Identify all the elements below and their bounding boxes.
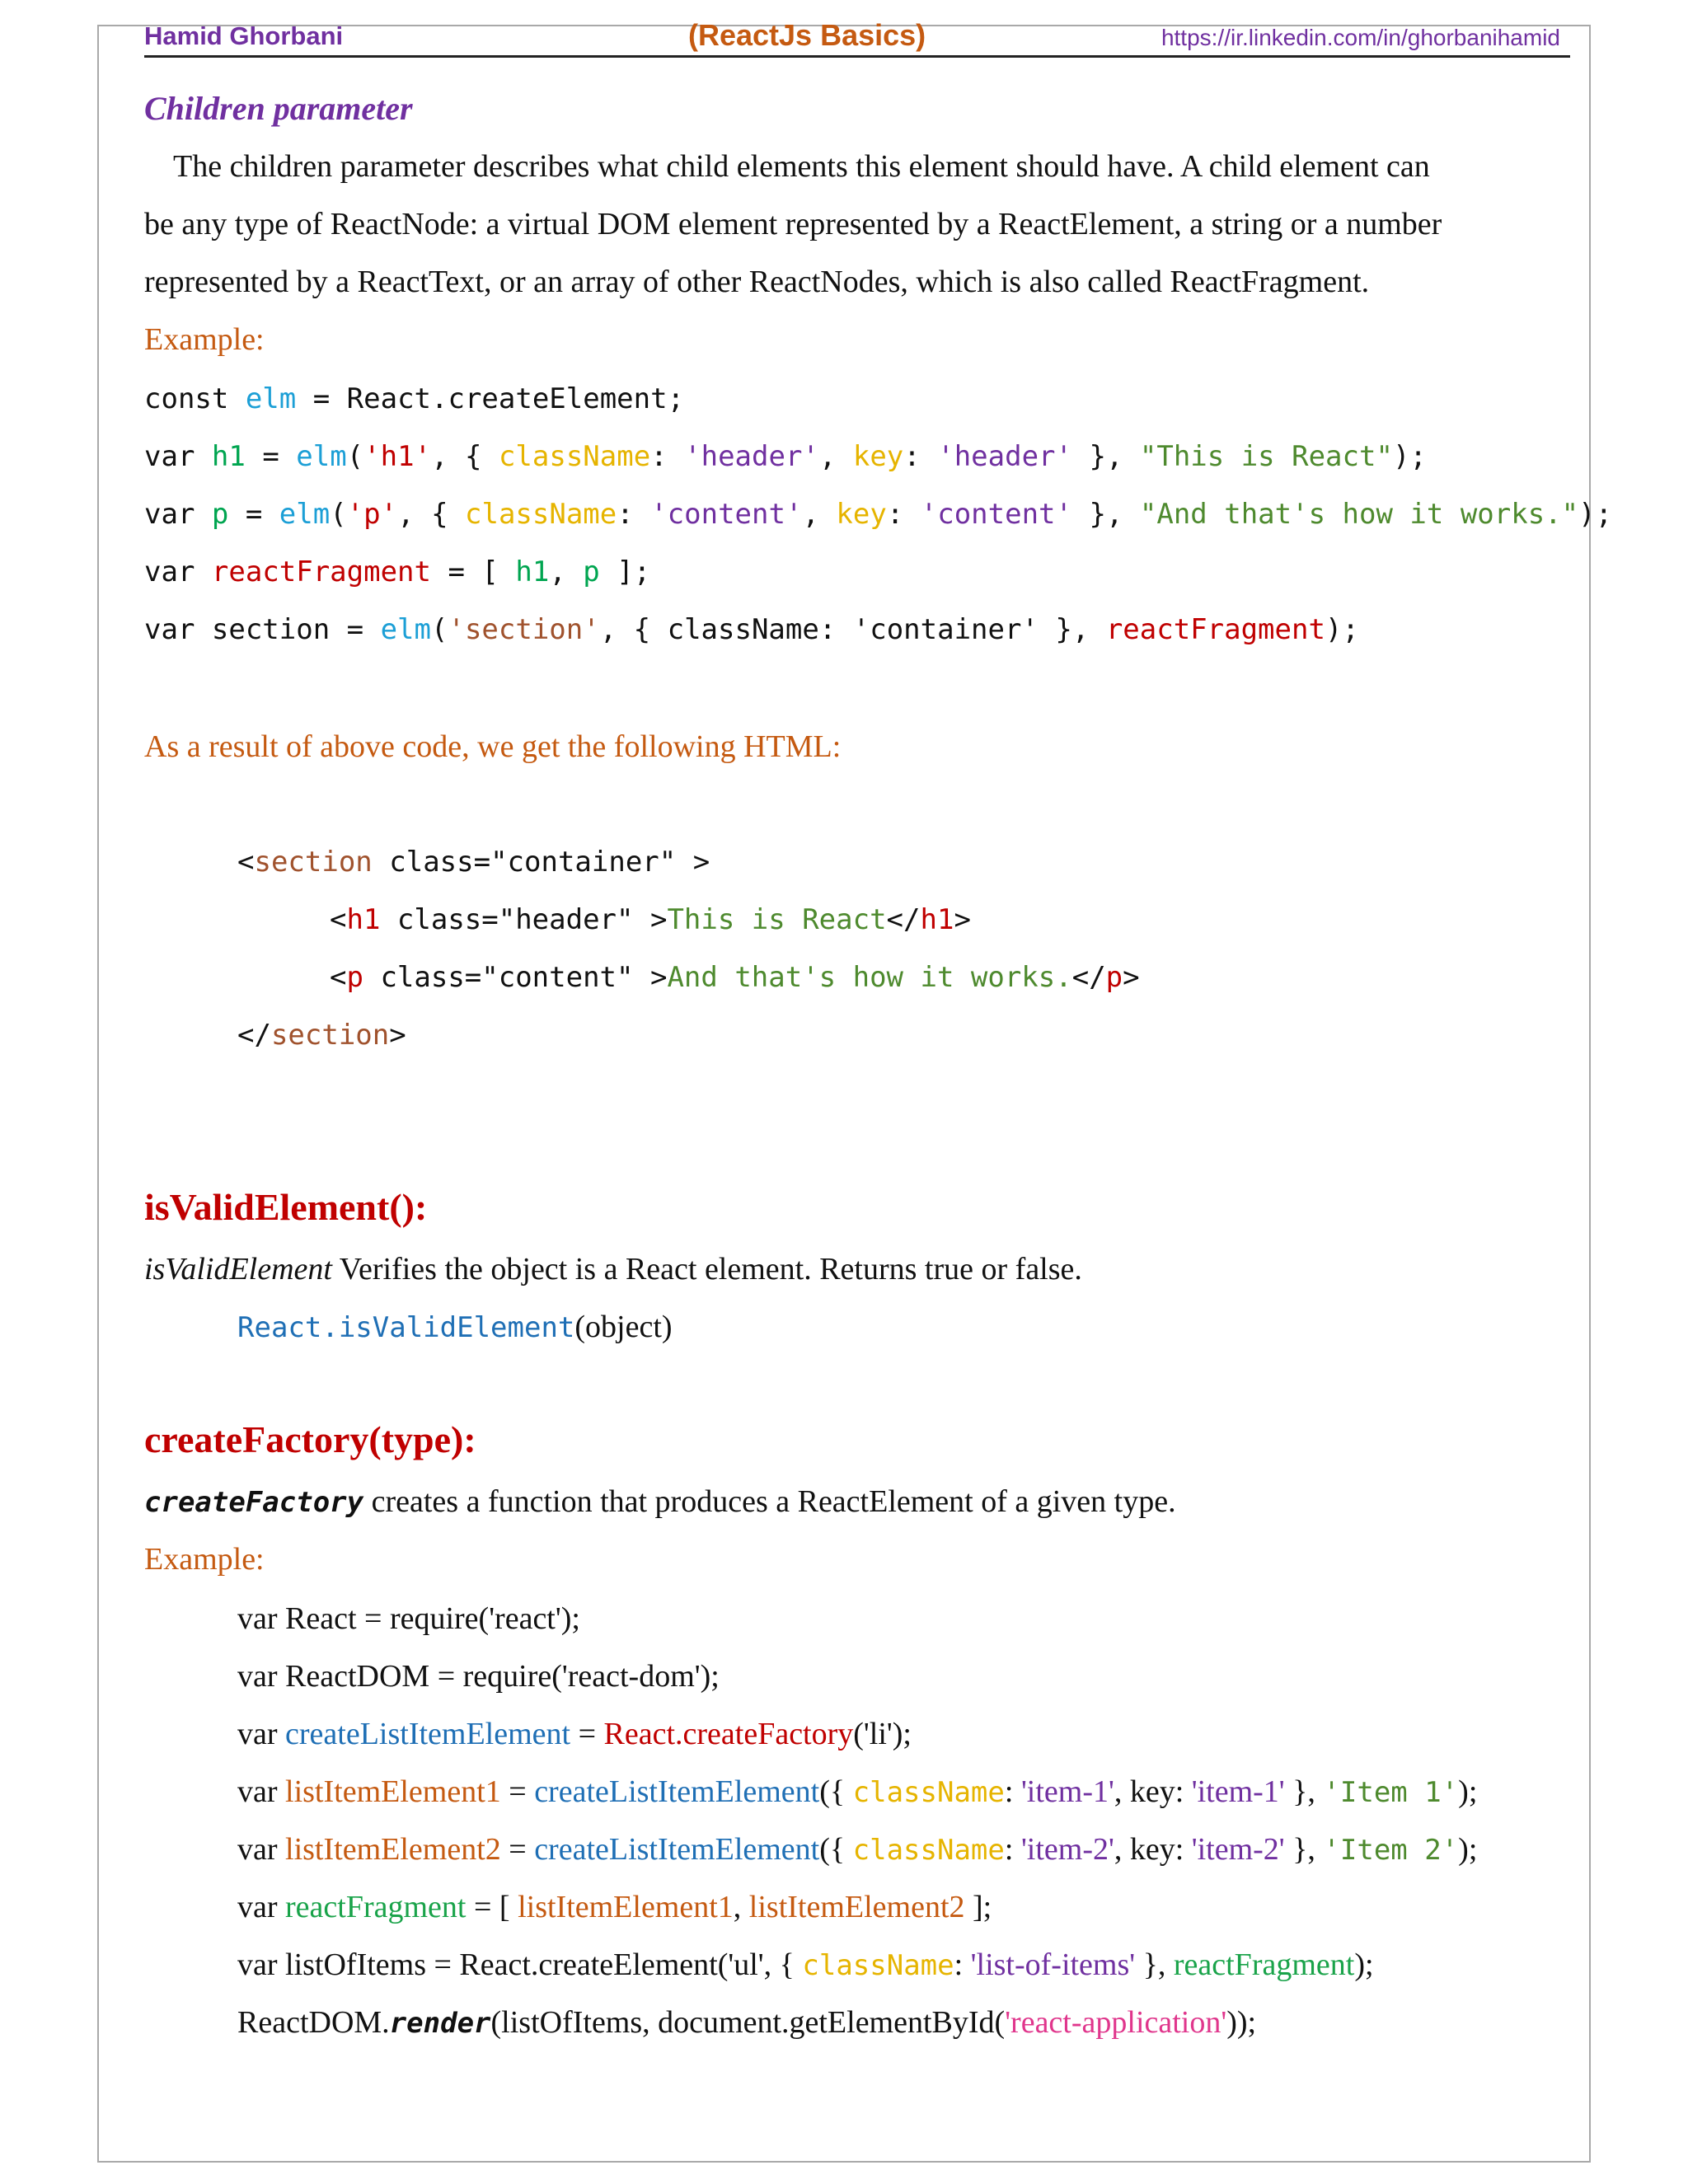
code-token: reactFragment xyxy=(1173,1947,1355,1982)
code-token: className xyxy=(802,1949,954,1982)
code-token: }, xyxy=(1072,498,1140,531)
factory-desc-rest: creates a function that produces a ReactElement of a given type. xyxy=(363,1484,1176,1519)
code-line-5 xyxy=(144,613,1359,646)
code-token: 'header' xyxy=(684,440,819,473)
code-token: , key: xyxy=(1114,1774,1192,1809)
code-token: h1 xyxy=(920,903,954,936)
code-token: key xyxy=(836,498,887,531)
code-token: = xyxy=(500,1832,535,1867)
code-token: elm xyxy=(296,440,347,473)
code-line-3 xyxy=(144,498,1612,531)
code-token: reactFragment xyxy=(285,1890,467,1924)
isvalid-desc-italic: isValidElement xyxy=(144,1252,332,1286)
code-token: 'item-1' xyxy=(1191,1774,1285,1809)
html-line-3 xyxy=(330,961,1140,994)
code-token: ]; xyxy=(964,1890,992,1924)
factory-code-4 xyxy=(237,1774,1477,1810)
code-token: className xyxy=(852,1834,1005,1867)
code-token: listItemElement2 xyxy=(748,1890,965,1924)
code-token: p xyxy=(1105,961,1123,994)
code-token: = [ xyxy=(466,1890,518,1924)
code-token: var xyxy=(237,1774,286,1809)
code-token: var xyxy=(144,498,212,531)
code-token: ReactDOM. xyxy=(237,2005,390,2040)
code-token: : xyxy=(886,498,921,531)
code-token: ); xyxy=(1325,613,1359,646)
factory-code-2: var ReactDOM = require('react-dom'); xyxy=(237,1659,720,1694)
factory-code-6 xyxy=(237,1889,992,1925)
code-token: var section = xyxy=(144,613,381,646)
code-token: = React.createElement; xyxy=(296,382,685,415)
code-token: 'react-application' xyxy=(1005,2005,1227,2040)
code-token: class="container" > xyxy=(372,846,710,879)
code-token: ); xyxy=(1458,1774,1478,1809)
code-token: ( xyxy=(346,440,364,473)
code-token: ); xyxy=(1354,1947,1374,1982)
code-token: }, xyxy=(1284,1832,1324,1867)
code-token: listItemElement1 xyxy=(285,1774,501,1809)
code-token: var xyxy=(144,555,212,588)
code-token: var xyxy=(144,440,212,473)
code-token: > xyxy=(389,1019,406,1052)
code-token: elm xyxy=(380,613,431,646)
code-token: React.isValidElement xyxy=(237,1311,575,1344)
code-token: "And that's how it works." xyxy=(1139,498,1579,531)
code-token: elm xyxy=(279,498,331,531)
factory-code-8 xyxy=(237,2004,1256,2041)
code-token: p xyxy=(583,555,600,588)
code-token: }, xyxy=(1135,1947,1174,1982)
code-token: : xyxy=(1004,1774,1021,1809)
code-token: 'item-2' xyxy=(1191,1832,1285,1867)
code-token: ( xyxy=(431,613,448,646)
code-token: = xyxy=(500,1774,535,1809)
code-token: 'h1' xyxy=(363,440,432,473)
children-para-line-3: represented by a ReactText, or an array of other ReactNodes, which is also called ReactFragment. xyxy=(144,265,1370,299)
isvalid-desc xyxy=(144,1251,1082,1287)
code-token: 'header' xyxy=(937,440,1072,473)
code-token: 'content' xyxy=(920,498,1072,531)
html-line-4 xyxy=(237,1019,406,1052)
factory-desc xyxy=(144,1483,1176,1520)
code-token: = xyxy=(245,440,297,473)
code-token: < xyxy=(237,846,255,879)
code-token: < xyxy=(330,961,347,994)
code-token: listItemElement1 xyxy=(518,1890,734,1924)
code-token: className xyxy=(498,440,651,473)
html-line-1 xyxy=(237,846,710,879)
code-token: section xyxy=(270,1019,390,1052)
code-token: createListItemElement xyxy=(285,1717,571,1751)
factory-heading: createFactory(type): xyxy=(144,1418,476,1460)
example-label-1: Example: xyxy=(144,322,265,357)
code-token: React.createFactory xyxy=(603,1717,854,1751)
code-line-2 xyxy=(144,440,1427,473)
code-token: < xyxy=(330,903,347,936)
code-token: 'Item 1' xyxy=(1323,1776,1459,1809)
result-label: As a result of above code, we get the following HTML: xyxy=(144,729,842,764)
code-token: className xyxy=(465,498,617,531)
code-token: , { xyxy=(397,498,466,531)
code-token: : xyxy=(650,440,685,473)
code-token: 'content' xyxy=(650,498,803,531)
code-token: > xyxy=(1123,961,1140,994)
code-token: This is React xyxy=(667,903,887,936)
code-token: p xyxy=(346,961,363,994)
code-token: h1 xyxy=(346,903,381,936)
code-token: var xyxy=(237,1890,286,1924)
code-token: )); xyxy=(1226,2005,1257,2040)
code-token: 'section' xyxy=(448,613,600,646)
code-token: ({ xyxy=(819,1832,853,1867)
children-para-line-2: be any type of ReactNode: a virtual DOM element represented by a ReactElement, a string or a number xyxy=(144,207,1442,241)
code-token: ('li'); xyxy=(853,1717,912,1751)
code-token: And that's how it works. xyxy=(667,961,1072,994)
code-token: var listOfItems = React.createElement('ul', { xyxy=(237,1947,803,1982)
code-line-4 xyxy=(144,555,650,588)
page-header xyxy=(144,18,1570,58)
html-line-2 xyxy=(330,903,971,936)
code-token: class="content" > xyxy=(363,961,668,994)
code-token: : xyxy=(1004,1832,1021,1867)
code-token: reactFragment xyxy=(1105,613,1325,646)
code-token: </ xyxy=(1071,961,1106,994)
code-token: createListItemElement xyxy=(534,1832,820,1867)
code-token: section xyxy=(254,846,373,879)
code-token: }, xyxy=(1284,1774,1324,1809)
code-token: createListItemElement xyxy=(534,1774,820,1809)
code-token: = xyxy=(228,498,279,531)
isvalid-code xyxy=(237,1309,673,1345)
code-token: , key: xyxy=(1114,1832,1192,1867)
factory-code-7 xyxy=(237,1947,1374,1983)
example-label-2: Example: xyxy=(144,1542,265,1577)
factory-desc-code: createFactory xyxy=(144,1486,364,1519)
code-token: const xyxy=(144,382,246,415)
code-token: = xyxy=(570,1717,604,1751)
code-token: ); xyxy=(1578,498,1613,531)
code-token: className xyxy=(852,1776,1005,1809)
factory-code-3 xyxy=(237,1716,912,1752)
code-token: : xyxy=(903,440,938,473)
code-token: , xyxy=(818,440,853,473)
code-token: 'item-1' xyxy=(1020,1774,1114,1809)
code-token: ({ xyxy=(819,1774,853,1809)
isvalid-desc-rest: Verifies the object is a React element. Returns true or false. xyxy=(331,1252,1082,1286)
code-token: , xyxy=(549,555,584,588)
code-token: , { xyxy=(431,440,499,473)
isvalid-heading: isValidElement(): xyxy=(144,1186,428,1228)
header-title: (ReactJs Basics) xyxy=(688,18,926,52)
code-token: var xyxy=(237,1832,286,1867)
code-token: 'item-2' xyxy=(1020,1832,1114,1867)
code-token: 'list-of-items' xyxy=(970,1947,1136,1982)
header-url[interactable]: https://ir.linkedin.com/in/ghorbanihamid xyxy=(1160,25,1560,50)
code-token: class="header" > xyxy=(380,903,668,936)
code-token: elm xyxy=(245,382,297,415)
children-para-line-1: The children parameter describes what child elements this element should have. A child element can xyxy=(173,149,1430,184)
code-token: ); xyxy=(1392,440,1427,473)
code-token: h1 xyxy=(211,440,246,473)
factory-code-5 xyxy=(237,1831,1477,1868)
code-token: h1 xyxy=(515,555,550,588)
code-token: reactFragment xyxy=(211,555,431,588)
code-token: render xyxy=(389,2007,491,2040)
children-heading: Children parameter xyxy=(144,90,413,127)
code-token: : xyxy=(617,498,651,531)
code-token: , { className: 'container' }, xyxy=(599,613,1106,646)
code-token: (object) xyxy=(574,1310,673,1344)
code-token: listItemElement2 xyxy=(285,1832,501,1867)
code-token: </ xyxy=(237,1019,271,1052)
code-token: ( xyxy=(330,498,347,531)
code-token: var xyxy=(237,1717,286,1751)
code-token: </ xyxy=(886,903,921,936)
code-token: > xyxy=(954,903,971,936)
code-token: "This is React" xyxy=(1139,440,1393,473)
code-token: ); xyxy=(1458,1832,1478,1867)
code-token: }, xyxy=(1072,440,1140,473)
code-token: 'Item 2' xyxy=(1323,1834,1459,1867)
factory-code-1: var React = require('react'); xyxy=(237,1601,580,1636)
code-token: ]; xyxy=(599,555,651,588)
code-token: (listOfItems, document.getElementById( xyxy=(490,2005,1006,2040)
code-token: 'p' xyxy=(346,498,398,531)
code-line-1 xyxy=(144,382,684,415)
code-token: = [ xyxy=(431,555,516,588)
code-token: , xyxy=(802,498,837,531)
code-token: key xyxy=(852,440,904,473)
code-token: : xyxy=(954,1947,971,1982)
code-token: p xyxy=(211,498,229,531)
header-author: Hamid Ghorbani xyxy=(144,21,344,50)
code-token: , xyxy=(733,1890,749,1924)
